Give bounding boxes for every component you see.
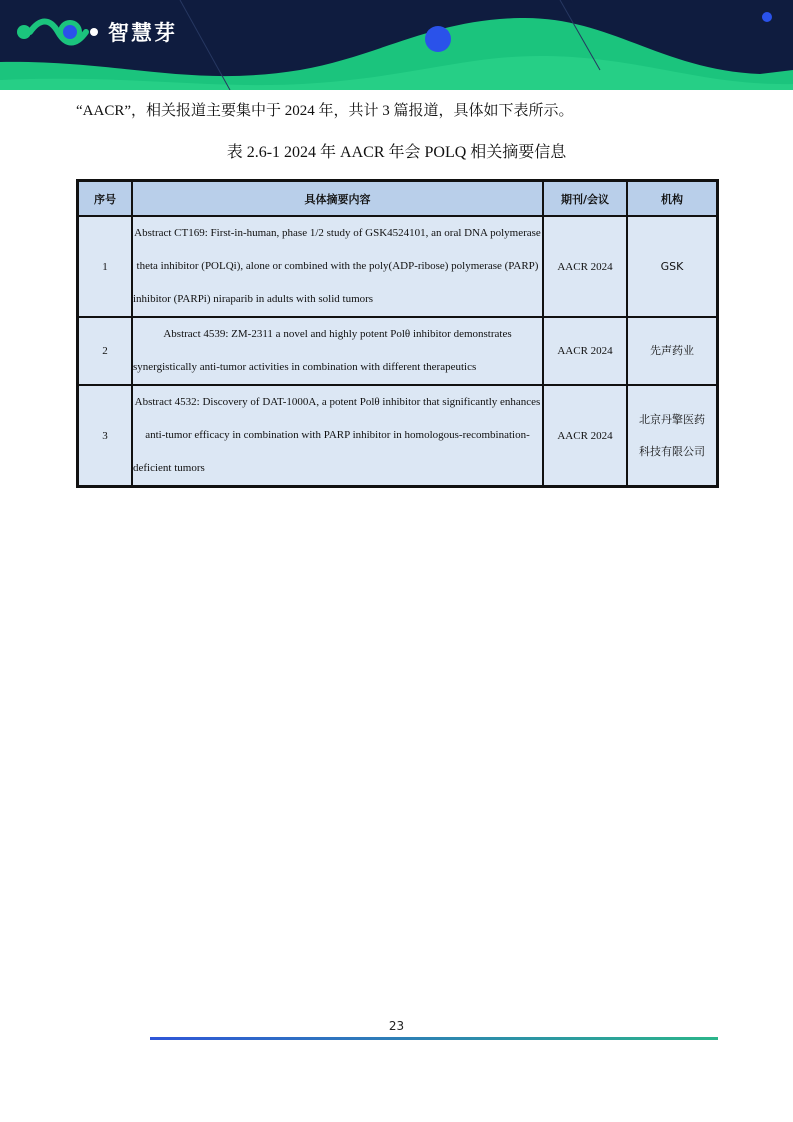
intro-paragraph: “AACR”，相关报道主要集中于 2024 年，共计 3 篇报道，具体如下表所示。 [76,103,574,119]
row-conference: AACR 2024 [543,385,627,486]
footer-divider [150,1037,718,1040]
row-index: 1 [78,216,132,317]
page-header [0,0,793,90]
decorative-dot-small [762,12,772,22]
row-organization: 北京丹擎医药科技有限公司 [627,385,717,486]
table-row [78,216,717,317]
row-organization: GSK [627,216,717,317]
header-conference: 期刊/会议 [543,181,627,216]
table-row [78,385,717,486]
brand-name: 智慧芽 [108,21,177,45]
table-header-row [78,181,717,216]
table-caption: 表 2.6-1 2024 年 AACR 年会 POLQ 相关摘要信息 [226,144,567,161]
row-abstract: Abstract 4532: Discovery of DAT-1000A, a potent Polθ inhibitor that significantly enhances anti-tumor efficacy in combination with PARP inhibitor in homologous-recombination-deficient tumors [132,385,543,486]
row-conference: AACR 2024 [543,317,627,385]
row-index: 3 [78,385,132,486]
decorative-dot-large [425,26,451,52]
row-organization: 先声药业 [627,317,717,385]
header-organization: 机构 [627,181,717,216]
row-index: 2 [78,317,132,385]
brand-logo [14,14,177,50]
row-abstract: Abstract 4539: ZM-2311 a novel and highly potent Polθ inhibitor demonstrates synergistically anti-tumor activities in combination with different therapeutics [132,317,543,385]
row-abstract: Abstract CT169: First-in-human, phase 1/2 study of GSK4524101, an oral DNA polymerase theta inhibitor (POLQi), alone or combined with the poly(ADP-ribose) polymerase (PARP) inhibitor (PARPi) niraparib in adults with solid tumors [132,216,543,317]
header-abstract: 具体摘要内容 [132,181,543,216]
header-index: 序号 [78,181,132,216]
table-row [78,317,717,385]
mechanic-node-icon [14,14,100,50]
row-conference: AACR 2024 [543,216,627,317]
page-number: 23 [388,1019,405,1033]
abstract-table [76,179,719,488]
